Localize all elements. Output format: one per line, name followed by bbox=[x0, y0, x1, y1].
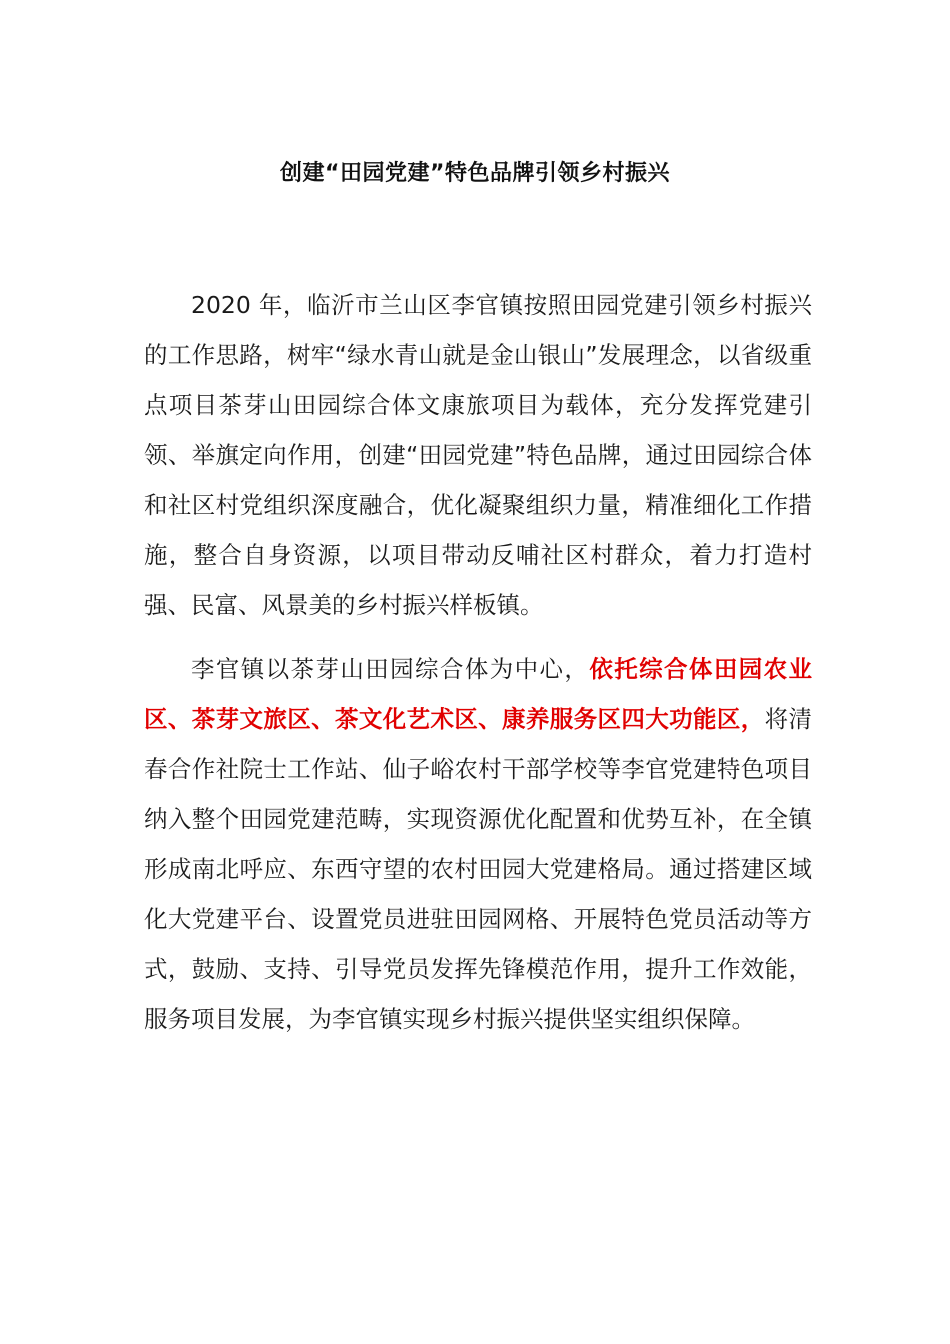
document-body bbox=[144, 280, 812, 1044]
paragraph-2-rest: 将清春合作社院士工作站、仙子峪农村干部学校等李官党建特色项目纳入整个田园党建范畴，实现资源优化配置和优势互补，在全镇形成南北呼应、东西守望的农村田园大党建格局。通过搭建区域化大党建平台、设置党员进驻田园网格、开展特色党员活动等方式，鼓励、支持、引导党员发挥先锋模范作用，提升工作效能，服务项目发展，为李官镇实现乡村振兴提供坚实组织保障。 bbox=[144, 705, 813, 1033]
document-title: 创建“田园党建”特色品牌引领乡村振兴 bbox=[280, 161, 670, 186]
paragraph-1: 2020 年，临沂市兰山区李官镇按照田园党建引领乡村振兴的工作思路，树牢“绿水青山就是金山银山”发展理念，以省级重点项目茶芽山田园综合体文康旅项目为载体，充分发挥党建引领、举旗定向作用，创建“田园党建”特色品牌，通过田园综合体和社区村党组织深度融合，优化凝聚组织力量，精准细化工作措施，整合自身资源，以项目带动反哺社区村群众，着力打造村强、民富、风景美的乡村振兴样板镇。 bbox=[144, 291, 812, 619]
paragraph-2 bbox=[144, 644, 812, 1044]
paragraph-2-highlight: 依托综合体田园农业区、茶芽文旅区、茶文化艺术区、康养服务区四大功能区， bbox=[144, 655, 813, 733]
paragraph-2-intro: 李官镇以茶芽山田园综合体为中心， bbox=[191, 655, 590, 683]
